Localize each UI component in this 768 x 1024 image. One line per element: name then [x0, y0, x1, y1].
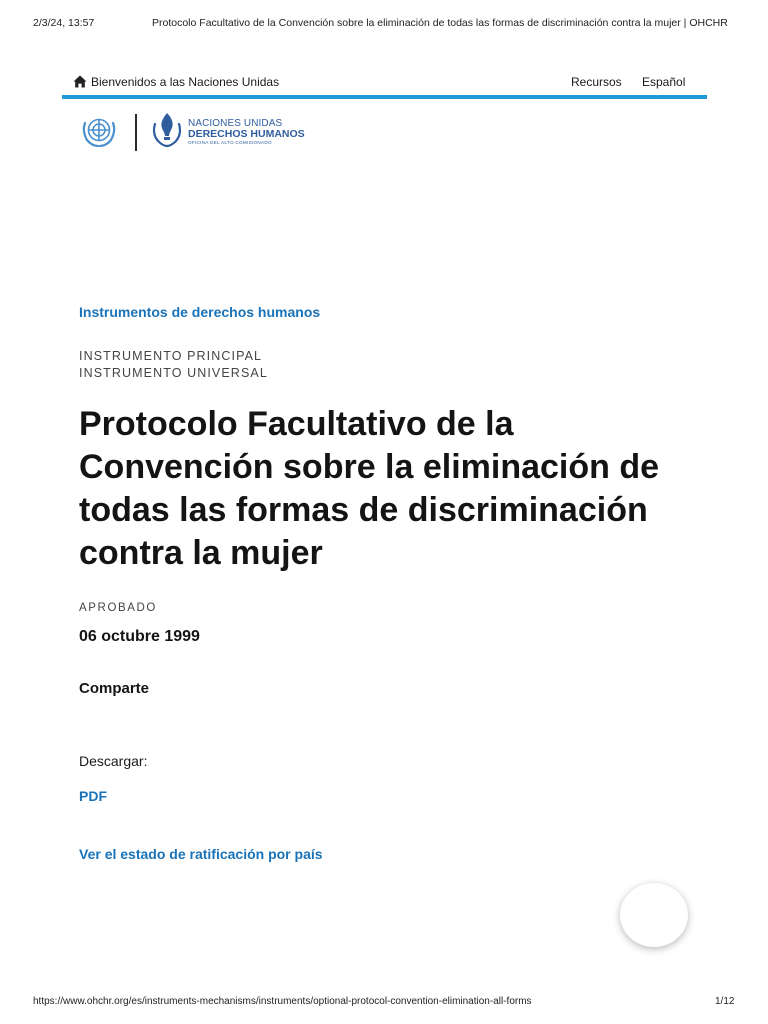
- print-datetime: 2/3/24, 13:57: [33, 17, 95, 29]
- ohchr-logo-line2: DERECHOS HUMANOS: [188, 128, 305, 140]
- ohchr-logo-line1: NACIONES UNIDAS: [188, 118, 283, 129]
- un-welcome-link[interactable]: Bienvenidos a las Naciones Unidas: [91, 75, 280, 89]
- approved-label: APROBADO: [79, 602, 157, 614]
- breadcrumb-human-rights-instruments[interactable]: Instrumentos de derechos humanos: [79, 304, 321, 320]
- ratification-status-link[interactable]: Ver el estado de ratificación por país: [79, 846, 323, 862]
- share-label: Comparte: [79, 680, 150, 697]
- pdf-download-link[interactable]: PDF: [79, 788, 107, 804]
- instrument-tag-universal: INSTRUMENTO UNIVERSAL: [79, 366, 268, 380]
- download-label: Descargar:: [79, 753, 148, 769]
- page-title: Protocolo Facultativo de la Convención sobre la eliminación de todas las formas de discriminación contra la mujer: [79, 405, 660, 572]
- resources-menu[interactable]: Recursos: [571, 75, 622, 89]
- instrument-tag-principal: INSTRUMENTO PRINCIPAL: [79, 349, 263, 363]
- print-document-title: Protocolo Facultativo de la Convención sobre la eliminación de todas las formas de discriminación contra la mujer | OHCHR: [152, 17, 728, 29]
- approved-date: 06 octubre 1999: [79, 628, 200, 645]
- topbar-accent-rule: [62, 95, 707, 99]
- home-icon: [73, 75, 87, 88]
- print-url: https://www.ohchr.org/es/instruments-mechanisms/instruments/optional-protocol-convention-elimination-all-forms: [33, 996, 532, 1007]
- logo-divider: [135, 114, 137, 151]
- print-page-number: 1/12: [715, 996, 735, 1007]
- floating-action-button[interactable]: [620, 883, 688, 947]
- ohchr-emblem-icon[interactable]: [150, 110, 184, 148]
- ohchr-logo-line3: OFICINA DEL ALTO COMISIONADO: [188, 140, 272, 145]
- un-emblem-icon[interactable]: [79, 113, 119, 149]
- language-selector[interactable]: Español: [642, 75, 686, 89]
